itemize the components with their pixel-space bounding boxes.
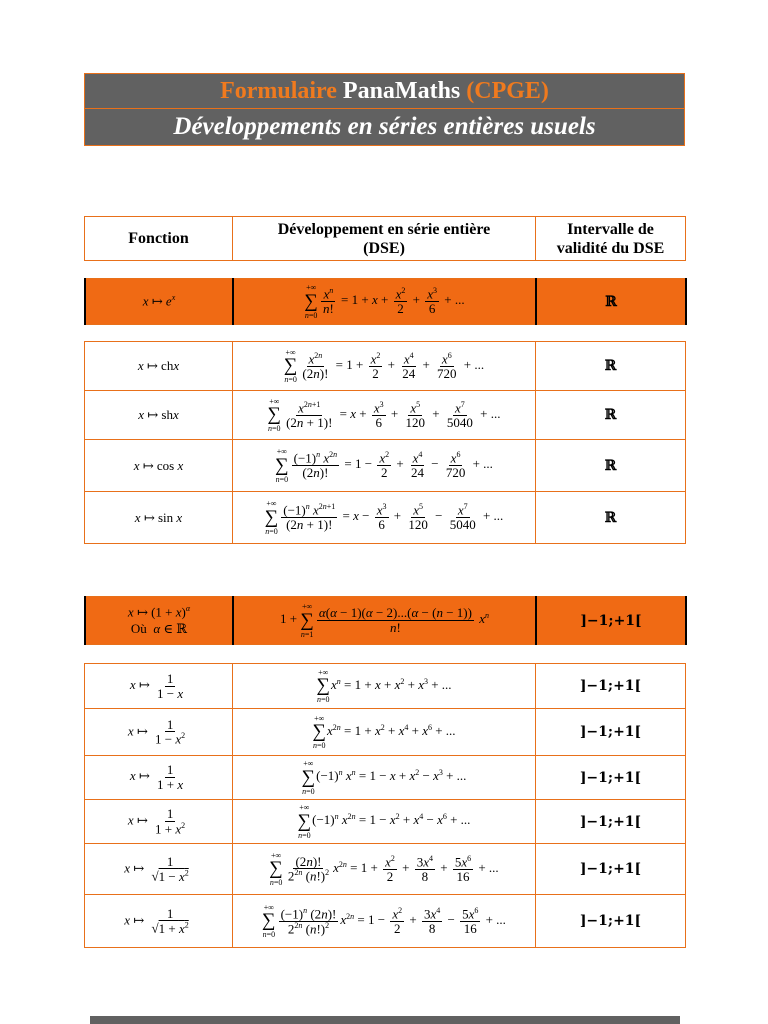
function-cell: x ↦ $\frac{1}{1 + x}$ (85, 756, 233, 800)
interval-cell: ℝ (536, 492, 686, 544)
table-row (85, 342, 686, 391)
interval-cell: ]−1;+1[ (536, 895, 686, 948)
col-header-interval: Intervalle de validité du DSE (536, 217, 686, 261)
table-row (85, 492, 686, 544)
dse-cell: +∞ ∑ n=0 $x^n = 1 + x + x^2 + x^3$ + ... (233, 664, 536, 709)
col-header-dse: Développement en série entière (DSE) (233, 217, 536, 261)
binomial-table (84, 596, 687, 645)
title-bar (84, 73, 685, 109)
function-cell: x ↦ $e^x$ (85, 279, 233, 325)
column-header-table (84, 216, 686, 261)
dse-cell: +∞ ∑ n=0 $\frac{x^{2n+1}}{(2n + 1)!}$ = x + $\frac{x^3}{6}$ + $\frac{x^5}{120}$ + $\frac{x^7}{5040}$ + ... (233, 391, 536, 440)
interval-cell: ℝ (536, 440, 686, 492)
interval-cell: ]−1;+1[ (536, 709, 686, 756)
interval-cell: ]−1;+1[ (536, 844, 686, 895)
rational-table (84, 663, 686, 948)
function-cell: x ↦ $\frac{1}{√1 + x^2}$ (85, 895, 233, 948)
table-row (85, 664, 686, 709)
function-cell: x ↦ $\frac{1}{√1 - x^2}$ (85, 844, 233, 895)
interval-cell: ]−1;+1[ (536, 597, 686, 645)
interval-cell: ℝ (536, 391, 686, 440)
dse-cell: +∞ ∑ n=0 $\frac{(-1)^n (2n)!}{2^{2n} (n!)^2}$ $x^{2n} = 1$ − $\frac{x^2}{2}$ + $\frac{3x^4}{8}$ − $\frac{5x^6}{16}$ + ... (233, 895, 536, 948)
interval-cell: ]−1;+1[ (536, 756, 686, 800)
dse-cell: +∞ ∑ n=0 $\frac{x^n}{n!}$ = 1 + x + $\frac{x^2}{2}$ + $\frac{x^3}{6}$ + ... (233, 279, 536, 325)
function-cell: x ↦ shx (85, 391, 233, 440)
title-panamaths: PanaMaths (342, 77, 461, 104)
subtitle: Développements en séries entières usuels (173, 113, 596, 140)
trig-table (84, 341, 686, 544)
table-row (85, 756, 686, 800)
subtitle-bar (84, 109, 685, 146)
function-cell: x ↦ $\frac{1}{1 - x^2}$ (85, 709, 233, 756)
interval-cell: ]−1;+1[ (536, 800, 686, 844)
table-row (85, 597, 686, 645)
dse-cell: +∞ ∑ n=0 $(-1)^n$ $x^n = 1 - x + x^2 - x^3$ + ... (233, 756, 536, 800)
dse-cell: +∞ ∑ n=0 $(-1)^n$ $x^{2n} = 1 - x^2 + x^4 - x^6$ + ... (233, 800, 536, 844)
dse-cell: +∞ ∑ n=0 $x^{2n} = 1 + x^2 + x^4 + x^6$ + ... (233, 709, 536, 756)
dse-cell: +∞ ∑ n=0 $\frac{x^{2n}}{(2n)!}$ = 1 + $\frac{x^2}{2}$ + $\frac{x^4}{24}$ + $\frac{x^6}{720}$ + ... (233, 342, 536, 391)
interval-cell: ℝ (536, 279, 686, 325)
dse-cell: +∞ ∑ n=0 $\frac{(-1)^n x^{2n+1}}{(2n + 1)!}$ = x − $\frac{x^3}{6}$ + $\frac{x^5}{120}$ − $\frac{x^7}{5040}$ + ... (233, 492, 536, 544)
table-row (85, 440, 686, 492)
title-cpge: (CPGE) (466, 77, 549, 104)
dse-cell: +∞ ∑ n=0 $\frac{(-1)^n x^{2n}}{(2n)!}$ = 1 − $\frac{x^2}{2}$ + $\frac{x^4}{24}$ − $\frac{x^6}{720}$ + ... (233, 440, 536, 492)
col-header-fonction: Fonction (85, 217, 233, 261)
dse-cell: +∞ ∑ n=0 $\frac{(2n)!}{2^{2n} (n!)^2}$ $x^{2n} = 1$ + $\frac{x^2}{2}$ + $\frac{3x^4}{8}$ + $\frac{5x^6}{16}$ + ... (233, 844, 536, 895)
function-cell: x ↦ sin x (85, 492, 233, 544)
table-row (85, 895, 686, 948)
function-cell: x ↦ cos x (85, 440, 233, 492)
table-row (85, 391, 686, 440)
function-cell: x ↦ $\frac{1}{1 - x}$ (85, 664, 233, 709)
function-cell: x ↦ $(1 + x)^\alpha$ Où α ∈ ℝ (85, 597, 233, 645)
table-row (85, 279, 686, 325)
exp-table (84, 278, 687, 325)
table-row (85, 709, 686, 756)
function-cell: x ↦ chx (85, 342, 233, 391)
table-row (85, 800, 686, 844)
function-cell: x ↦ $\frac{1}{1 + x^2}$ (85, 800, 233, 844)
dse-cell: 1 + +∞ ∑ n=1 $\frac{\alpha(\alpha - 1)(\alpha - 2)...(\alpha - (n - 1))}{n!}$ $x^n$ (233, 597, 536, 645)
interval-cell: ]−1;+1[ (536, 664, 686, 709)
title-formulaire: Formulaire (220, 77, 337, 104)
table-row (85, 844, 686, 895)
interval-cell: ℝ (536, 342, 686, 391)
footer-bar (90, 1016, 680, 1024)
